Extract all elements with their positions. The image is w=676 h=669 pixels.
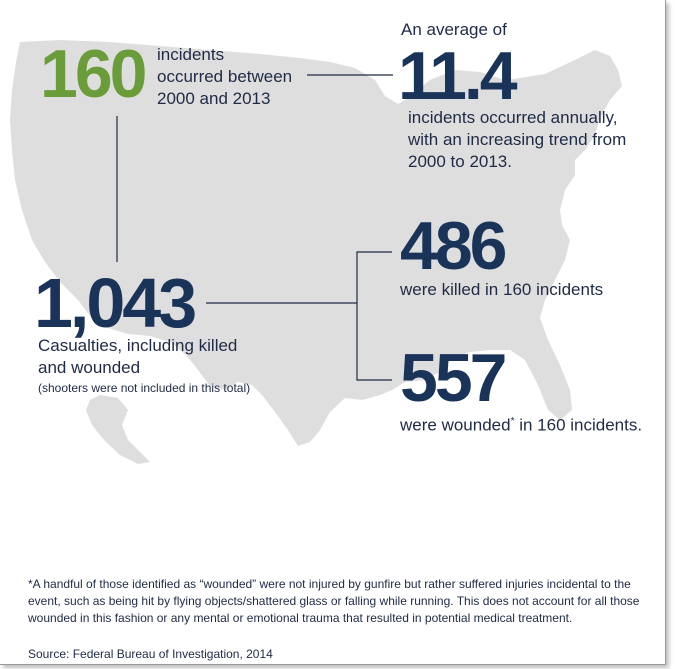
incidents-line-2: occurred between bbox=[157, 67, 293, 86]
killed-number: 486 bbox=[400, 208, 505, 284]
casualties-note: (shooters were not included in this total) bbox=[38, 381, 251, 395]
wounded-footnote-marker: * bbox=[510, 416, 515, 427]
average-line-3: 2000 to 2013. bbox=[408, 152, 512, 171]
source: Source: Federal Bureau of Investigation, 2014 bbox=[28, 647, 273, 661]
wounded-text-after: in 160 incidents. bbox=[514, 415, 643, 435]
wounded-text-before: were wounded bbox=[400, 415, 511, 435]
average-line-2: with an increasing trend from bbox=[408, 130, 627, 149]
casualties-line-2: and wounded bbox=[38, 358, 141, 377]
average-number: 11.4 bbox=[398, 38, 515, 114]
killed-text: were killed in 160 incidents bbox=[400, 280, 604, 299]
wounded-number: 557 bbox=[400, 340, 505, 416]
incidents-number: 160 bbox=[40, 36, 145, 112]
footnote: *A handful of those identified as “wounded” were not injured by gunfire but rather suffered injuries incidental to the event, such as being hit by flying objects/shattered glass or falling while running. This does not account for all those wounded in this fashion or any mental or emotional trauma that resulted in potential medical treatment. bbox=[28, 577, 640, 625]
incidents-line-1: incidents bbox=[157, 45, 225, 64]
connector-bracket bbox=[357, 252, 392, 380]
casualties-line-1: Casualties, including killed bbox=[38, 336, 238, 355]
casualties-number: 1,043 bbox=[34, 264, 195, 342]
average-intro: An average of bbox=[401, 20, 507, 39]
incidents-line-3: 2000 and 2013 bbox=[157, 89, 271, 108]
average-line-1: incidents occurred annually, bbox=[408, 108, 618, 127]
wounded-text bbox=[400, 411, 642, 437]
